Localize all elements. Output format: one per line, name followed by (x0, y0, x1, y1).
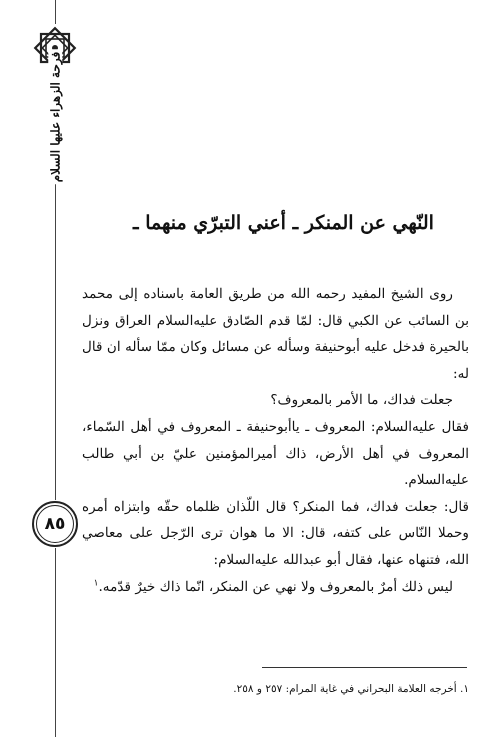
paragraph-final (82, 574, 469, 601)
page-number-badge (31, 500, 79, 548)
footnote: ١. أخرجه العلامة البحراني في غاية المرام: ٢٥٧ و ٢٥٨. (233, 683, 469, 695)
paragraph-final-text: ليس ذلك أمرٌ بالمعروف ولا نهي عن المنكر، انّما ذاك خيرٌ قدّمه. (98, 578, 453, 595)
book-title-vertical (27, 51, 83, 183)
paragraph-answer-maruf: فقال عليه‌السلام: المعروف ـ ياأبوحنيفة ـ المعروف في أهل السّماء، المعروف في أهل الأرض، ذاك أميرالمؤمنين عليّ بن أبي طالب عليه‌السلام. (82, 418, 469, 489)
paragraph-narration: روى الشيخ المفيد رحمه الله من طريق العامة باسناده إلى محمد بن السائب عن الكبي قال: لمّا قدم الصّادق عليه‌السلام العراق ونزل بالحيرة فدخل عليه أبوحنيفة وسأله عن مسائل وكان ممّا سأله ان قال له: (82, 286, 469, 382)
footnote-divider (262, 667, 467, 668)
footnote-reference: ١ (93, 578, 99, 588)
book-title-text: فرحة الزهراء عليها السلام (48, 51, 63, 183)
section-heading: النّهي عن المنكر ـ أعني التبرّي منهما ـ (133, 212, 434, 234)
paragraph-question-maruf: جعلت فداك، ما الأمر بالمعروف؟ (270, 392, 453, 409)
page-number: ٨٥ (44, 514, 66, 534)
paragraph-question-munkar: قال: جعلت فداك، فما المنكر؟ قال اللّذان ظلماه حقّه وابتزاه أمره وحملا النّاس على كتفه، قال: الا ما هوان ترى الرّجل على معاصي الله، فتنهاه عنها، فقال أبو عبدالله عليه‌السلام: (82, 498, 469, 568)
body-text (82, 281, 469, 600)
